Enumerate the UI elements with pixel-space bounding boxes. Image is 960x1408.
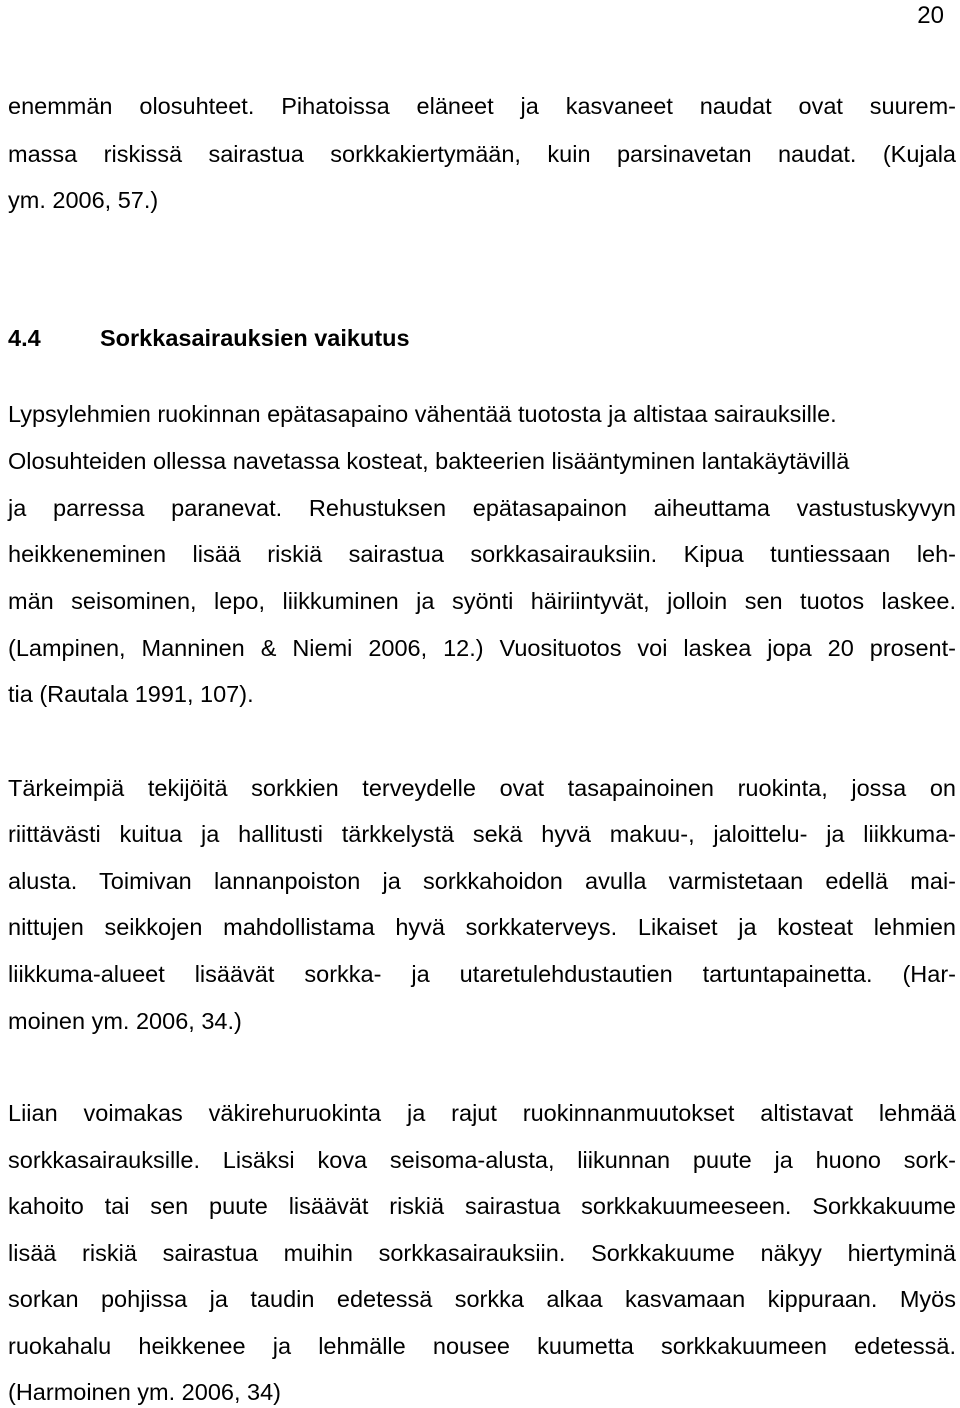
section-number: 4.4	[8, 325, 41, 351]
text-line: tia (Rautala 1991, 107).	[8, 681, 254, 707]
text-line: moinen ym. 2006, 34.)	[8, 1008, 242, 1034]
text-line: (Lampinen, Manninen & Niemi 2006, 12.) Vuosituotos voi laskea jopa 20 prosent-	[8, 635, 956, 661]
text-line: riittävästi kuitua ja hallitusti tärkkelystä sekä hyvä makuu-, jaloittelu- ja liikkuma-	[8, 821, 956, 847]
page-number: 20	[917, 2, 944, 29]
text-line: Olosuhteiden ollessa navetassa kosteat, bakteerien lisääntyminen lantakäytävillä	[8, 448, 850, 474]
text-line: liikkuma-alueet lisäävät sorkka- ja utaretulehdustautien tartuntapainetta. (Har-	[8, 961, 956, 987]
text-line: ruokahalu heikkenee ja lehmälle nousee kuumetta sorkkakuumeen edetessä.	[8, 1333, 956, 1359]
text-line: nittujen seikkojen mahdollistama hyvä sorkkaterveys. Likaiset ja kosteat lehmien	[8, 914, 956, 940]
text-line: kahoito tai sen puute lisäävät riskiä sairastua sorkkakuumeeseen. Sorkkakuume	[8, 1193, 956, 1219]
text-line: sorkan pohjissa ja taudin edetessä sorkka alkaa kasvamaan kippuraan. Myös	[8, 1286, 956, 1312]
text-line: män seisominen, lepo, liikkuminen ja syönti häiriintyvät, jolloin sen tuotos laskee.	[8, 588, 956, 614]
text-line: ja parressa paranevat. Rehustuksen epätasapainon aiheuttama vastustuskyvyn	[8, 495, 956, 521]
text-line: Lypsylehmien ruokinnan epätasapaino vähentää tuotosta ja altistaa sairauksille.	[8, 401, 837, 427]
text-line: alusta. Toimivan lannanpoiston ja sorkkahoidon avulla varmistetaan edellä mai-	[8, 868, 956, 894]
text-line: Tärkeimpiä tekijöitä sorkkien terveydelle ovat tasapainoinen ruokinta, jossa on	[8, 775, 956, 801]
text-line: (Harmoinen ym. 2006, 34)	[8, 1379, 281, 1405]
text-line: lisää riskiä sairastua muihin sorkkasairauksiin. Sorkkakuume näkyy hiertyminä	[8, 1240, 956, 1266]
section-heading	[8, 324, 410, 352]
section-title: Sorkkasairauksien vaikutus	[100, 325, 410, 351]
text-line: heikkeneminen lisää riskiä sairastua sorkkasairauksiin. Kipua tuntiessaan leh-	[8, 541, 956, 567]
text-line: enemmän olosuhteet. Pihatoissa eläneet ja kasvaneet naudat ovat suurem-	[8, 93, 956, 119]
text-line: massa riskissä sairastua sorkkakiertymään, kuin parsinavetan naudat. (Kujala	[8, 141, 956, 167]
text-line: sorkkasairauksille. Lisäksi kova seisoma-alusta, liikunnan puute ja huono sork-	[8, 1147, 956, 1173]
text-line: Liian voimakas väkirehuruokinta ja rajut ruokinnanmuutokset altistavat lehmää	[8, 1100, 956, 1126]
text-line: ym. 2006, 57.)	[8, 187, 159, 213]
